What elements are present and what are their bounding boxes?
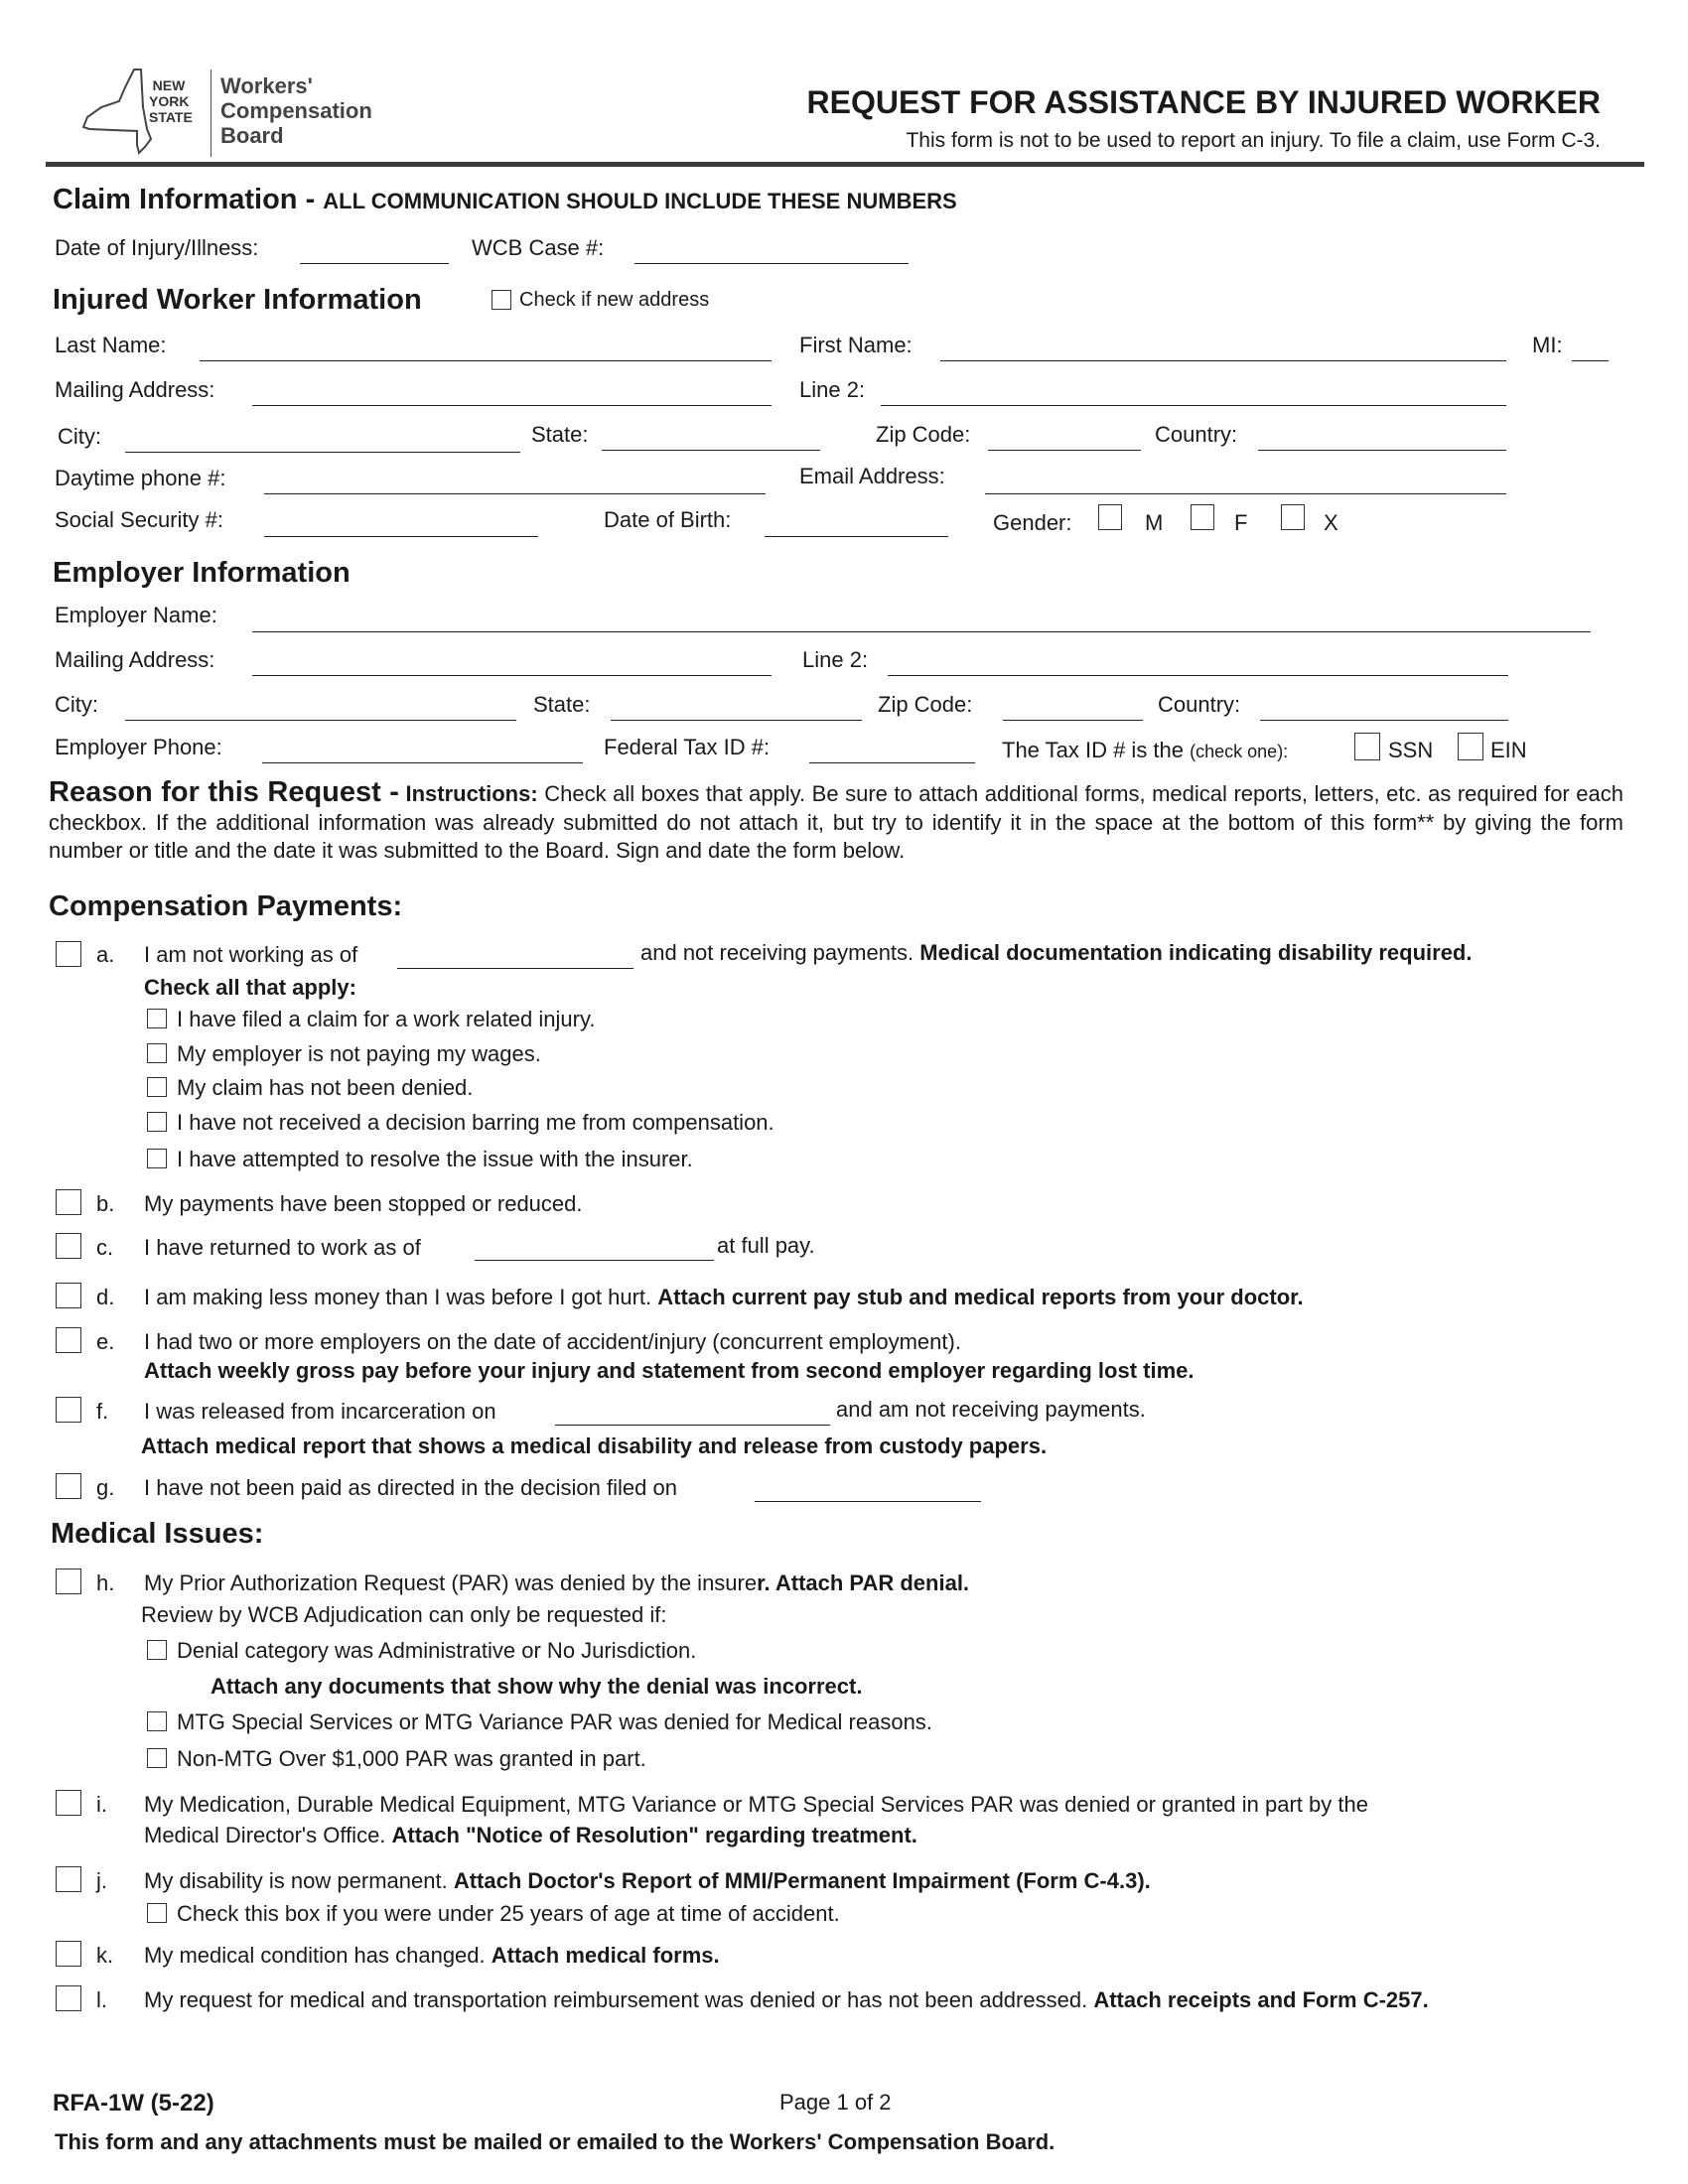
tax-id-ein-checkbox[interactable] — [1458, 733, 1483, 760]
logo-state-text: NEW YORK STATE — [149, 77, 193, 125]
item-h-review: Review by WCB Adjudication can only be requested if: — [141, 1602, 667, 1627]
item-a-sub1-text: I have filed a claim for a work related injury. — [177, 1007, 596, 1031]
daytime-phone-field[interactable] — [264, 493, 766, 494]
dob-label: Date of Birth: — [604, 507, 732, 532]
item-h-sub2-checkbox[interactable] — [147, 1711, 167, 1731]
employer-city-label: City: — [55, 692, 98, 717]
employer-phone-field[interactable] — [262, 762, 583, 763]
item-i-checkbox[interactable] — [56, 1790, 81, 1816]
employer-zip-field[interactable] — [1003, 720, 1143, 721]
zip-label: Zip Code: — [876, 422, 971, 447]
mailing-address-field[interactable] — [252, 405, 772, 406]
tax-id-ssn-label: SSN — [1388, 738, 1434, 762]
item-e-bold: Attach weekly gross pay before your injury and statement from second employer regarding lost time. — [144, 1358, 1195, 1383]
wcb-case-field[interactable] — [634, 263, 909, 264]
item-h-sub2-text: MTG Special Services or MTG Variance PAR was denied for Medical reasons. — [177, 1709, 932, 1734]
zip-field[interactable] — [988, 450, 1141, 451]
item-h-text: My Prior Authorization Request (PAR) was denied by the insurer. Attach PAR denial. — [144, 1570, 970, 1595]
item-i-letter: i. — [96, 1792, 107, 1817]
item-i-text: My Medication, Durable Medical Equipment, MTG Variance or MTG Special Services PAR was denied or granted in part by the — [144, 1792, 1368, 1817]
employer-state-field[interactable] — [611, 720, 862, 721]
federal-tax-id-field[interactable] — [809, 762, 975, 763]
new-address-checkbox[interactable] — [492, 290, 511, 310]
last-name-label: Last Name: — [55, 333, 167, 357]
employer-line2-label: Line 2: — [802, 647, 869, 672]
item-k-text: My medical condition has changed. Attach medical forms. — [144, 1943, 720, 1968]
first-name-field[interactable] — [940, 360, 1506, 361]
item-a-sub2-text: My employer is not paying my wages. — [177, 1041, 541, 1066]
item-h-sub1-text: Denial category was Administrative or No Jurisdiction. — [177, 1638, 697, 1663]
item-f-text: I was released from incarceration on — [144, 1399, 496, 1424]
item-j-letter: j. — [96, 1868, 107, 1893]
item-i-text2: Medical Director's Office. Attach "Notice of Resolution" regarding treatment. — [144, 1823, 917, 1847]
item-j-checkbox[interactable] — [56, 1866, 81, 1892]
mi-label: MI: — [1532, 333, 1563, 357]
item-e-checkbox[interactable] — [56, 1327, 81, 1353]
employer-country-label: Country: — [1158, 692, 1241, 717]
new-address-label: Check if new address — [519, 289, 710, 311]
country-field[interactable] — [1258, 450, 1506, 451]
employer-name-field[interactable] — [252, 631, 1591, 632]
daytime-phone-label: Daytime phone #: — [55, 466, 226, 490]
employer-zip-label: Zip Code: — [878, 692, 973, 717]
first-name-label: First Name: — [799, 333, 913, 357]
item-h-letter: h. — [96, 1570, 115, 1595]
page-number: Page 1 of 2 — [779, 2090, 892, 2115]
reason-instructions: Reason for this Request - Instructions: Check all boxes that apply. Be sure to attach additional forms, medical reports, letters, etc. as required for each checkbox. If the additional information was already submitted do not attach it, but try to identify it in the space at the bottom of this form** by giving the form number or title and the date it was submitted to the Board. Sign and date the form below. — [49, 776, 1623, 863]
form-title: REQUEST FOR ASSISTANCE BY INJURED WORKER — [806, 84, 1601, 120]
item-b-letter: b. — [96, 1191, 115, 1216]
item-c-text2: at full pay. — [717, 1233, 815, 1258]
item-f-bold: Attach medical report that shows a medical disability and release from custody papers. — [141, 1433, 1048, 1458]
item-a-letter: a. — [96, 942, 115, 967]
item-l-letter: l. — [96, 1987, 107, 2012]
form-subtitle: This form is not to be used to report an injury. To file a claim, use Form C-3. — [906, 129, 1601, 152]
item-h-sub3-checkbox[interactable] — [147, 1748, 167, 1768]
worker-heading: Injured Worker Information — [53, 284, 422, 316]
state-field[interactable] — [602, 450, 820, 451]
mi-field[interactable] — [1572, 360, 1609, 361]
logo-org: Workers' Compensation Board — [220, 73, 372, 148]
employer-state-label: State: — [533, 692, 591, 717]
footer-note: This form and any attachments must be mailed or emailed to the Workers' Compensation Board. — [55, 2129, 1055, 2154]
item-f-text2: and am not receiving payments. — [836, 1397, 1146, 1422]
item-g-letter: g. — [96, 1475, 115, 1500]
item-a-sub5-checkbox[interactable] — [147, 1149, 167, 1168]
item-f-date-field[interactable] — [555, 1425, 830, 1426]
employer-city-field[interactable] — [125, 720, 516, 721]
claim-heading: Claim Information - ALL COMMUNICATION SHOULD INCLUDE THESE NUMBERS — [53, 184, 957, 215]
employer-heading: Employer Information — [53, 557, 351, 589]
item-f-letter: f. — [96, 1399, 109, 1424]
employer-mailing-field[interactable] — [252, 675, 772, 676]
item-e-letter: e. — [96, 1329, 115, 1354]
mailing-address-label: Mailing Address: — [55, 377, 215, 402]
item-c-date-field[interactable] — [475, 1260, 714, 1261]
state-label: State: — [531, 422, 589, 447]
item-g-text: I have not been paid as directed in the decision filed on — [144, 1475, 677, 1500]
wcb-case-label: WCB Case #: — [472, 235, 605, 260]
email-field[interactable] — [985, 493, 1506, 494]
employer-phone-label: Employer Phone: — [55, 735, 222, 759]
employer-line2-field[interactable] — [888, 675, 1508, 676]
item-a-sub3-checkbox[interactable] — [147, 1077, 167, 1097]
ssn-label: Social Security #: — [55, 507, 223, 532]
employer-country-field[interactable] — [1260, 720, 1508, 721]
item-b-checkbox[interactable] — [56, 1189, 81, 1215]
item-d-checkbox[interactable] — [56, 1283, 81, 1308]
item-g-date-field[interactable] — [755, 1501, 981, 1502]
city-label: City: — [58, 424, 101, 449]
federal-tax-id-label: Federal Tax ID #: — [604, 735, 771, 759]
item-l-text: My request for medical and transportation reimbursement was denied or has not been addressed. Attach receipts and Form C-257. — [144, 1987, 1429, 2012]
gender-m-label: M — [1145, 510, 1164, 535]
tax-id-type-label: The Tax ID # is the (check one): — [1002, 738, 1289, 762]
gender-f-label: F — [1234, 510, 1248, 535]
item-a-text2: and not receiving payments. Medical documentation indicating disability required. — [640, 940, 1473, 965]
date-of-injury-field[interactable] — [300, 263, 449, 264]
employer-mailing-label: Mailing Address: — [55, 647, 215, 672]
gender-x-label: X — [1324, 510, 1338, 535]
reason-heading: Reason for this Request - — [49, 776, 399, 808]
item-a-sub1-checkbox[interactable] — [147, 1009, 167, 1028]
item-l-checkbox[interactable] — [56, 1985, 81, 2011]
item-h-sub1-checkbox[interactable] — [147, 1640, 167, 1660]
item-a-text: I am not working as of — [144, 942, 358, 967]
ssn-field[interactable] — [264, 536, 538, 537]
header-rule — [46, 162, 1644, 167]
tax-id-ein-label: EIN — [1490, 738, 1527, 762]
item-c-checkbox[interactable] — [56, 1233, 81, 1259]
item-h-sub1-bold: Attach any documents that show why the denial was incorrect. — [211, 1674, 863, 1699]
item-d-text: I am making less money than I was before I got hurt. Attach current pay stub and medical reports from your doctor. — [144, 1285, 1304, 1309]
last-name-field[interactable] — [200, 360, 772, 361]
compensation-heading: Compensation Payments: — [49, 890, 403, 922]
gender-x-checkbox[interactable] — [1281, 504, 1305, 530]
item-g-checkbox[interactable] — [56, 1473, 81, 1499]
tax-id-ssn-checkbox[interactable] — [1354, 733, 1380, 760]
item-e-text: I had two or more employers on the date of accident/injury (concurrent employment). — [144, 1329, 961, 1354]
item-j-sub-text: Check this box if you were under 25 years of age at time of accident. — [177, 1901, 840, 1926]
item-b-text: My payments have been stopped or reduced. — [144, 1191, 583, 1216]
item-k-checkbox[interactable] — [56, 1941, 81, 1967]
item-j-text: My disability is now permanent. Attach Doctor's Report of MMI/Permanent Impairment (Form C-4.3). — [144, 1868, 1151, 1893]
email-label: Email Address: — [799, 464, 945, 488]
country-label: Country: — [1155, 422, 1238, 447]
dob-field[interactable] — [765, 536, 948, 537]
item-a-check-all: Check all that apply: — [144, 975, 356, 1000]
logo — [79, 68, 397, 159]
form-id: RFA-1W (5-22) — [53, 2090, 214, 2116]
city-field[interactable] — [125, 452, 520, 453]
item-j-sub-checkbox[interactable] — [147, 1903, 167, 1923]
date-of-injury-label: Date of Injury/Illness: — [55, 235, 259, 260]
item-c-text: I have returned to work as of — [144, 1235, 421, 1260]
item-a-sub3-text: My claim has not been denied. — [177, 1075, 474, 1100]
medical-heading: Medical Issues: — [51, 1518, 264, 1550]
item-a-sub4-checkbox[interactable] — [147, 1112, 167, 1132]
item-a-sub4-text: I have not received a decision barring me from compensation. — [177, 1110, 774, 1135]
item-k-letter: k. — [96, 1943, 114, 1968]
item-c-letter: c. — [96, 1235, 114, 1260]
item-h-sub3-text: Non-MTG Over $1,000 PAR was granted in part. — [177, 1746, 646, 1771]
line2-label: Line 2: — [799, 377, 866, 402]
employer-name-label: Employer Name: — [55, 603, 217, 627]
line2-field[interactable] — [881, 405, 1506, 406]
gender-label: Gender: — [993, 510, 1072, 535]
item-a-date-field[interactable] — [397, 968, 633, 969]
item-a-checkbox[interactable] — [56, 941, 81, 967]
item-d-letter: d. — [96, 1285, 115, 1309]
item-h-checkbox[interactable] — [56, 1569, 81, 1594]
item-f-checkbox[interactable] — [56, 1397, 81, 1423]
item-a-sub2-checkbox[interactable] — [147, 1043, 167, 1063]
gender-m-checkbox[interactable] — [1098, 504, 1122, 530]
gender-f-checkbox[interactable] — [1191, 504, 1214, 530]
item-a-sub5-text: I have attempted to resolve the issue with the insurer. — [177, 1147, 693, 1171]
